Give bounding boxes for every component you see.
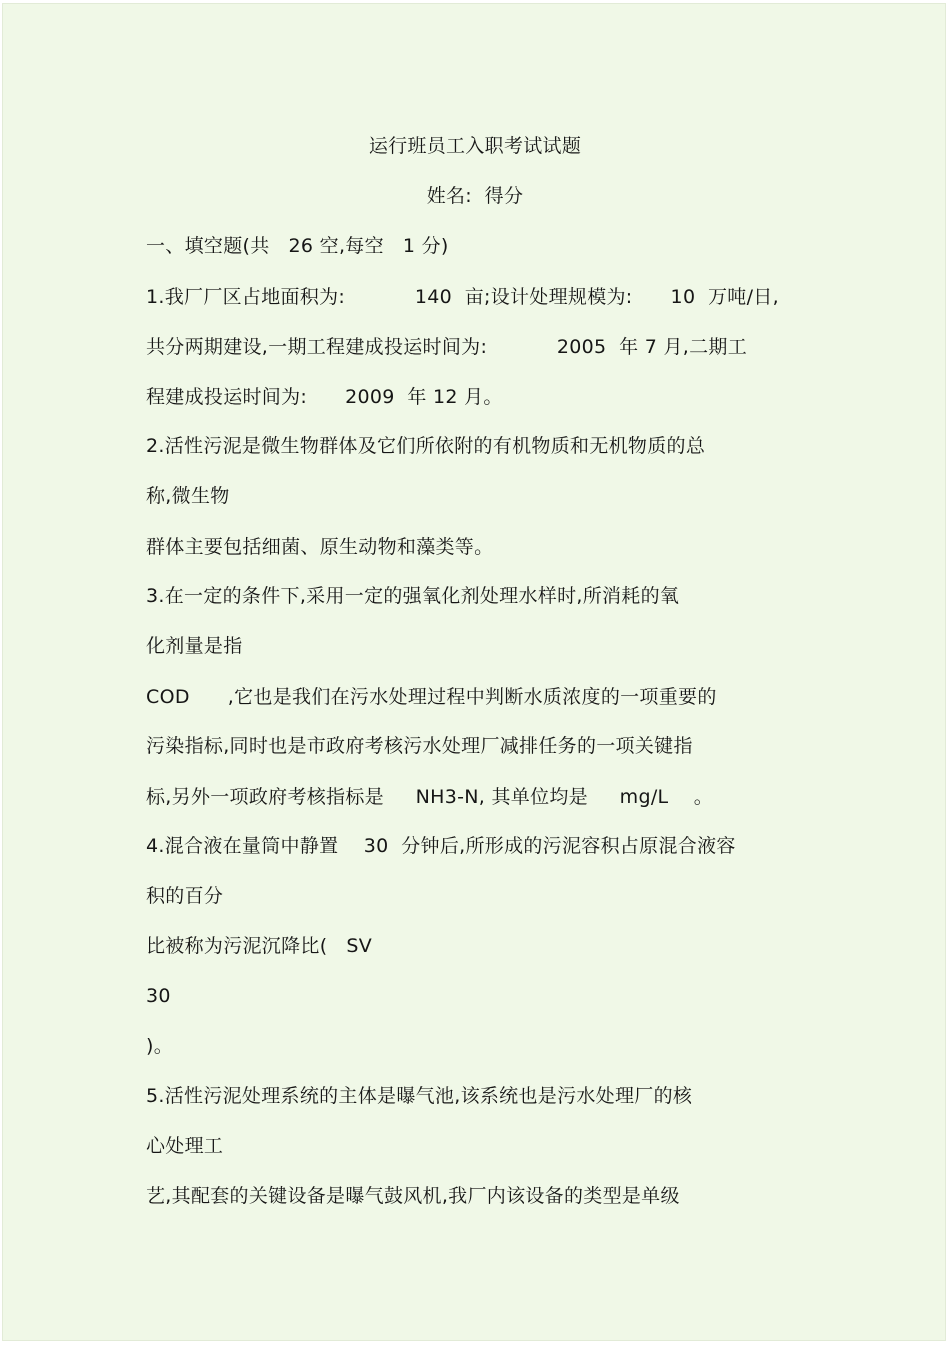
text-line: 30 (146, 985, 171, 1007)
text-line: 2.活性污泥是微生物群体及它们所依附的有机物质和无机物质的总 (146, 435, 706, 457)
text-line: 3.在一定的条件下,采用一定的强氧化剂处理水样时,所消耗的氧 (146, 585, 680, 607)
text-line: 标,另外一项政府考核指标是 NH3-N, 其单位均是 mg/L 。 (146, 786, 714, 808)
text-line: 积的百分 (146, 885, 224, 907)
text-line: 5.活性污泥处理系统的主体是曝气池,该系统也是污水处理厂的核 (146, 1085, 693, 1107)
text-line: 污染指标,同时也是市政府考核污水处理厂减排任务的一项关键指 (146, 735, 693, 757)
text-line: 4.混合液在量筒中静置 30 分钟后,所形成的污泥容积占原混合液容 (146, 835, 736, 857)
name-score-line: 姓名: 得分 (426, 185, 524, 207)
text-line: COD ,它也是我们在污水处理过程中判断水质浓度的一项重要的 (146, 686, 717, 708)
text-line: 称,微生物 (146, 485, 230, 507)
exam-title: 运行班员工入职考试试题 (368, 135, 582, 157)
text-line: 1.我厂厂区占地面积为: 140 亩;设计处理规模为: 10 万吨/日, (146, 286, 779, 308)
text-line: 比被称为污泥沉降比( SV (146, 935, 373, 957)
text-line: 共分两期建设,一期工程建成投运时间为: 2005 年 7 月,二期工 (146, 336, 748, 358)
text-line: 艺,其配套的关键设备是曝气鼓风机,我厂内该设备的类型是单级 (146, 1185, 680, 1207)
document-page (2, 3, 946, 1341)
section-heading: 一、填空题(共 26 空,每空 1 分) (146, 235, 449, 257)
text-line: 程建成投运时间为: 2009 年 12 月。 (146, 386, 503, 408)
text-line: 化剂量是指 (146, 635, 243, 657)
text-line: 群体主要包括细菌、原生动物和藻类等。 (146, 536, 494, 558)
text-line: 心处理工 (146, 1135, 224, 1157)
text-line: )。 (146, 1035, 174, 1057)
